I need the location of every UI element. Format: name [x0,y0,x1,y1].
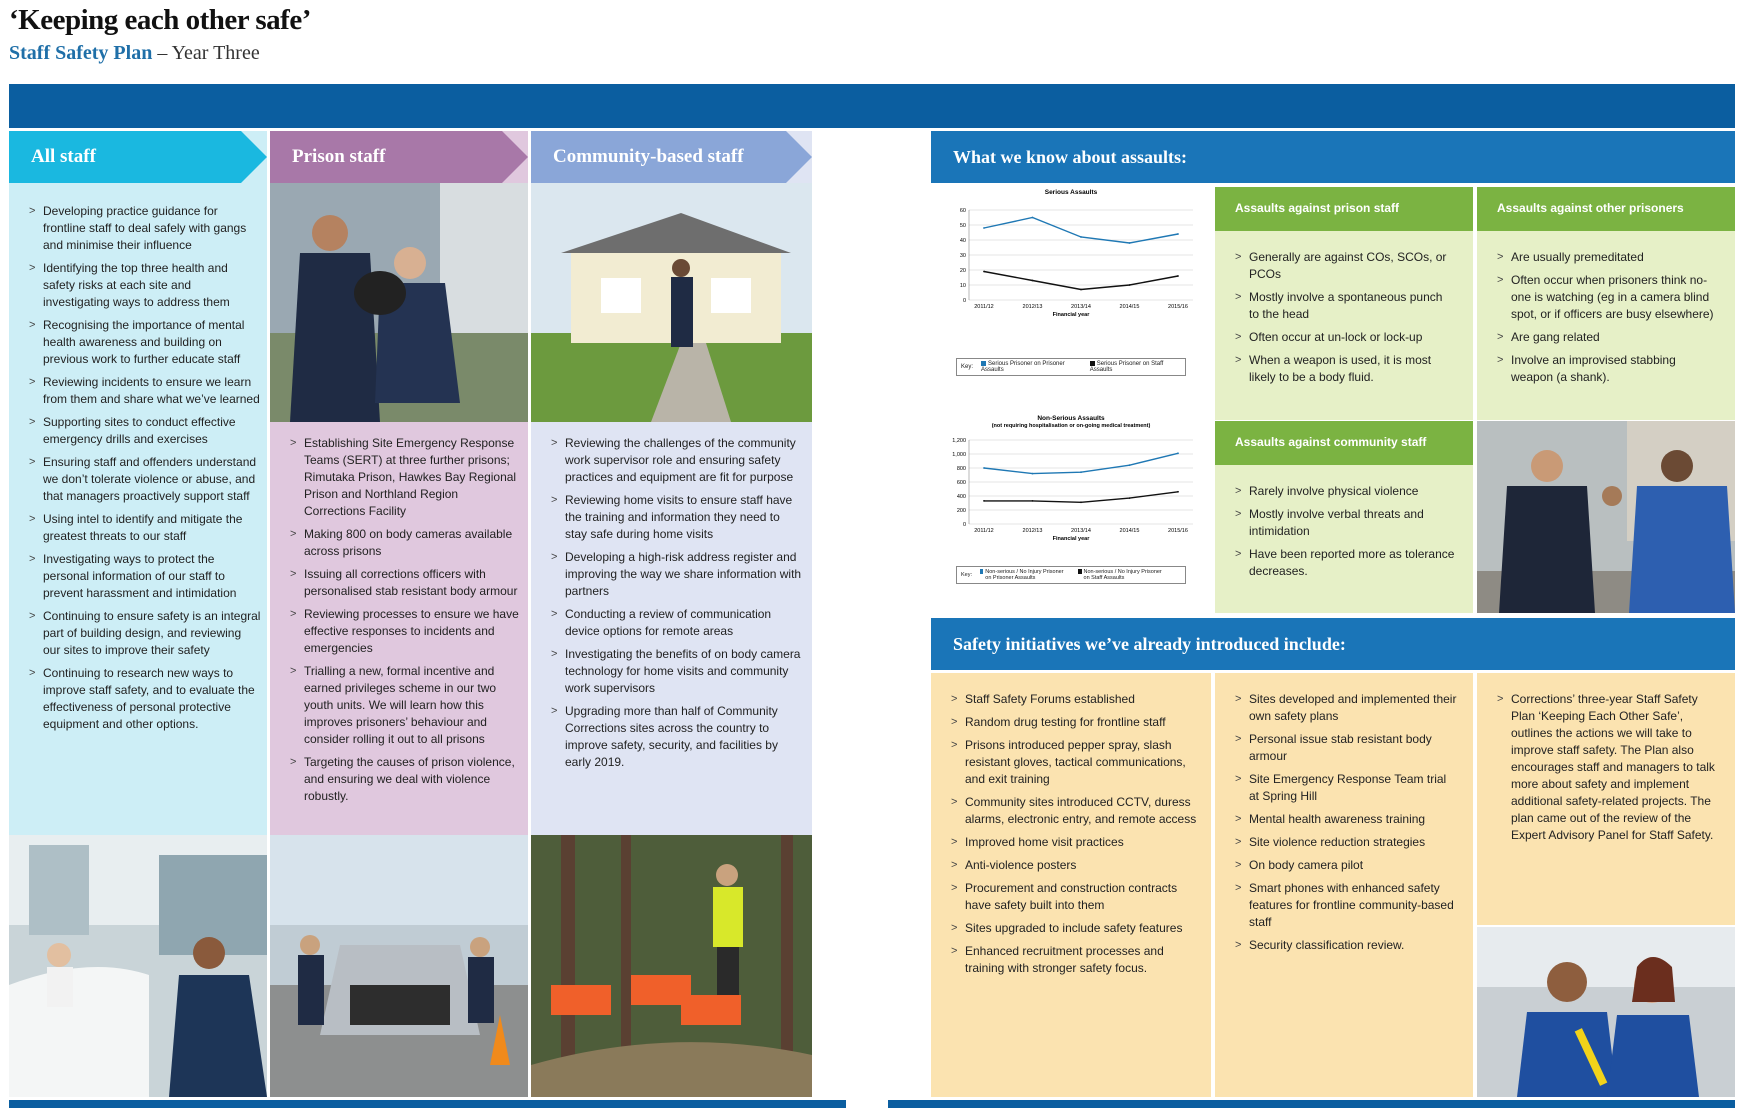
chart1-legend [956,358,1186,376]
data-point [983,227,985,229]
prison-staff-heading: Prison staff [270,131,502,183]
community-staff-item: > Upgrading more than half of Community Corrections sites across the country to improve safety, security, and facilities by early 2019. [551,703,803,771]
other-prisoners-assaults-heading: Assaults against other prisoners [1477,187,1735,231]
community-staff-assaults-box [1215,465,1473,613]
y-tick-label: 40 [959,238,966,244]
initiatives-col2 [1215,673,1473,1097]
community-staff-list [551,435,803,777]
community-staff-assault-item: > Mostly involve verbal threats and intimidation [1235,506,1455,540]
chart2-legend [956,566,1186,584]
y-tick-label: 10 [959,283,966,289]
prison-staff-assault-item: > Generally are against COs, SCOs, or PCOs [1235,249,1455,283]
initiative-item: > Security classification review. [1235,937,1459,954]
initiative-item: > Mental health awareness training [1235,811,1459,828]
serious-assaults-svg [931,186,1211,386]
initiative-item: > Smart phones with enhanced safety features for frontline community-based staff [1235,880,1459,931]
officers-talking-photo [1477,421,1735,613]
data-point [1032,500,1034,502]
initiative-item: > Random drug testing for frontline staff [951,714,1197,731]
initiative-item: > Staff Safety Forums established [951,691,1197,708]
staff-portrait-photo [1477,927,1735,1097]
prison-staff-item: > Reviewing processes to ensure we have effective responses to incidents and emergencies [290,606,522,657]
series-line-1 [984,218,1178,244]
chart1-legend-item-b: Serious Prisoner on Staff Assaults [1089,361,1164,374]
other-prisoners-assault-item: > Often occur when prisoners think no-one is watching (eg in a camera blind spot, or if officers are busy elsewhere) [1497,272,1717,323]
prison-staff-assault-item: > When a weapon is used, it is most likely to be a body fluid. [1235,352,1455,386]
subtitle-year: – Year Three [152,42,260,64]
other-prisoners-assault-item: > Are gang related [1497,329,1717,346]
initiatives-list-1 [951,691,1197,977]
y-tick-label: 50 [959,223,966,229]
column-prison-staff [270,131,528,835]
x-tick-label: 2014/15 [1119,304,1140,310]
data-point [1177,233,1179,235]
chart2-legend-key: Key: [961,572,973,578]
series-line-1 [984,453,1178,473]
x-tick-label: 2015/16 [1168,304,1188,310]
chart-title: Non-Serious Assaults [1037,415,1105,422]
top-banner [9,84,1735,128]
all-staff-item: > Continuing to research new ways to improve staff safety, and to evaluate the effectiveness of personal protective equipment and other options. [29,665,261,733]
all-staff-item: > Reviewing incidents to ensure we learn from them and share what we’ve learned [29,374,261,408]
data-point [1129,497,1131,499]
y-tick-label: 20 [959,268,966,274]
data-point [1129,242,1131,244]
prison-staff-assaults-heading: Assaults against prison staff [1215,187,1473,231]
initiative-item: > Sites developed and implemented their own safety plans [1235,691,1459,725]
y-tick-label: 30 [959,253,966,259]
series-line-2 [984,272,1178,290]
y-tick-label: 0 [962,522,966,528]
prison-staff-item: > Targeting the causes of prison violence, and ensuring we deal with violence robustly. [290,754,522,805]
all-staff-item: > Continuing to ensure safety is an integral part of building design, and reviewing our sites to improve their safety [29,608,261,659]
chart-title: Serious Assaults [1044,189,1098,196]
vehicle-search-photo [270,835,528,1097]
data-point [1177,491,1179,493]
community-staff-item: > Reviewing the challenges of the community work supervisor role and ensuring safety practices and equipment are fit for purpose [551,435,803,486]
community-staff-item: > Conducting a review of communication device options for remote areas [551,606,803,640]
other-prisoners-assault-item: > Are usually premeditated [1497,249,1717,266]
x-tick-label: 2012/13 [1022,304,1043,310]
initiatives-list-2 [1235,691,1459,954]
data-point [1177,452,1179,454]
all-staff-item: > Recognising the importance of mental health awareness and building on previous work to further educate staff [29,317,261,368]
community-staff-assaults-heading: Assaults against community staff [1215,421,1473,465]
prison-staff-list [290,435,522,811]
prison-staff-assaults-list [1235,249,1455,386]
chart1-legend-key: Key: [961,364,974,371]
data-point [1032,473,1034,475]
y-tick-label: 1,000 [952,452,966,458]
initiatives-col1 [931,673,1211,1097]
prison-staff-item: > Establishing Site Emergency Response Teams (SERT) at three further prisons; Rimutaka Prison, Hawkes Bay Regional Prison and Northland Region Corrections Facility [290,435,522,520]
prison-staff-item: > Making 800 on body cameras available across prisons [290,526,522,560]
initiative-item: > Corrections’ three-year Staff Safety Plan ‘Keeping Each Other Safe’, outlines the actions we will take to improve staff safety. The Plan also encourages staff and managers to talk more about safety and implement additional safety-related projects. The plan came out of the review of the Expert Advisory Panel for Staff Safety. [1497,691,1721,844]
all-staff-item: > Using intel to identify and mitigate the greatest threats to our staff [29,511,261,545]
all-staff-item: > Investigating ways to protect the personal information of our staff to prevent harassment and intimidation [29,551,261,602]
column-community-staff [531,131,812,835]
other-prisoners-assault-item: > Involve an improvised stabbing weapon (a shank). [1497,352,1717,386]
community-staff-assault-item: > Rarely involve physical violence [1235,483,1455,500]
x-tick-label: 2015/16 [1168,528,1188,534]
data-point [1080,236,1082,238]
community-staff-item: > Developing a high-risk address register and improving the way we share information with partners [551,549,803,600]
initiative-item: > Community sites introduced CCTV, duress alarms, electronic entry, and remote access [951,794,1197,828]
all-staff-item: > Developing practice guidance for frontline staff to deal safely with gangs and minimise their influence [29,203,261,254]
y-tick-label: 200 [956,508,966,514]
all-staff-item: > Supporting sites to conduct effective emergency drills and exercises [29,414,261,448]
x-tick-label: 2011/12 [974,528,994,534]
prison-staff-item: > Issuing all corrections officers with personalised stab resistant body armour [290,566,522,600]
y-tick-label: 600 [956,480,966,486]
initiatives-list-3 [1497,691,1721,844]
prison-staff-item: > Trialling a new, formal incentive and earned privileges scheme in our two youth units. We will learn how this improves prisoners’ behaviour and consider rolling it out to all prisons [290,663,522,748]
data-point [1080,471,1082,473]
data-point [983,271,985,273]
chart2-legend-item-b: Non-serious / No Injury Prisoner on Staff Assaults [1078,569,1168,581]
x-tick-label: 2013/14 [1071,528,1091,534]
chart2-legend-item-a: Non-serious / No Injury Prisoner on Prisoner Assaults [980,569,1070,581]
x-tick-label: 2013/14 [1071,304,1091,310]
initiative-item: > Enhanced recruitment processes and training with stronger safety focus. [951,943,1197,977]
other-prisoners-assaults-list [1497,249,1717,386]
chart-subtitle: (not requiring hospitalisation or on-going medical treatment) [991,423,1151,429]
assaults-section-heading: What we know about assaults: [931,131,1735,183]
x-tick-label: 2014/15 [1119,528,1140,534]
x-axis-label: Financial year [1052,312,1090,318]
data-point [983,467,985,469]
reception-photo [9,835,267,1097]
initiative-item: > Improved home visit practices [951,834,1197,851]
all-staff-item: > Ensuring staff and offenders understand we don’t tolerate violence or abuse, and that managers proactively support staff [29,454,261,505]
all-staff-list [29,203,261,739]
y-tick-label: 800 [956,466,966,472]
data-point [1177,275,1179,277]
y-tick-label: 400 [956,494,966,500]
initiative-item: > On body camera pilot [1235,857,1459,874]
prison-staff-assaults-box [1215,231,1473,420]
community-staff-item: > Reviewing home visits to ensure staff have the training and information they need to stay safe during home visits [551,492,803,543]
prison-staff-assault-item: > Mostly involve a spontaneous punch to the head [1235,289,1455,323]
x-tick-label: 2011/12 [974,304,994,310]
y-tick-label: 1,200 [952,438,966,444]
initiative-item: > Anti-violence posters [951,857,1197,874]
chart1-legend-item-a: Serious Prisoner on Prisoner Assaults [981,361,1065,374]
data-point [1032,217,1034,219]
community-work-photo [531,835,812,1097]
community-staff-assaults-list [1235,483,1455,580]
all-staff-item: > Identifying the top three health and safety risks at each site and investigating ways to address them [29,260,261,311]
initiative-item: > Site violence reduction strategies [1235,834,1459,851]
other-prisoners-assaults-box [1477,231,1735,420]
data-point [983,500,985,502]
data-point [1080,289,1082,291]
home-visit-photo [531,183,812,422]
initiatives-col3 [1477,673,1735,925]
y-tick-label: 0 [962,298,966,304]
initiative-item: > Personal issue stab resistant body armour [1235,731,1459,765]
community-staff-heading: Community-based staff [531,131,786,183]
community-staff-item: > Investigating the benefits of on body camera technology for home visits and community work supervisors [551,646,803,697]
prison-officers-photo [270,183,528,422]
x-tick-label: 2012/13 [1022,528,1043,534]
x-axis-label: Financial year [1052,536,1090,542]
non-serious-assaults-chart [931,412,1211,612]
initiatives-section-heading: Safety initiatives we’ve already introduced include: [931,618,1735,670]
initiative-item: > Site Emergency Response Team trial at Spring Hill [1235,771,1459,805]
subtitle-plan-name: Staff Safety Plan [9,42,153,64]
initiative-item: > Sites upgraded to include safety features [951,920,1197,937]
initiative-item: > Procurement and construction contracts have safety built into them [951,880,1197,914]
data-point [1080,501,1082,503]
community-staff-assault-item: > Have been reported more as tolerance decreases. [1235,546,1455,580]
data-point [1129,464,1131,466]
page-subtitle [9,42,260,65]
data-point [1129,284,1131,286]
serious-assaults-chart [931,186,1211,386]
y-tick-label: 60 [959,208,966,214]
prison-staff-assault-item: > Often occur at un-lock or lock-up [1235,329,1455,346]
bottom-bar-left [9,1100,846,1108]
series-line-2 [984,492,1178,503]
page-title: ‘Keeping each other safe’ [9,4,311,36]
bottom-bar-right [888,1100,1735,1108]
initiative-item: > Prisons introduced pepper spray, slash resistant gloves, tactical communications, and exit training [951,737,1197,788]
all-staff-heading: All staff [9,131,241,183]
column-all-staff [9,131,267,835]
data-point [1032,280,1034,282]
